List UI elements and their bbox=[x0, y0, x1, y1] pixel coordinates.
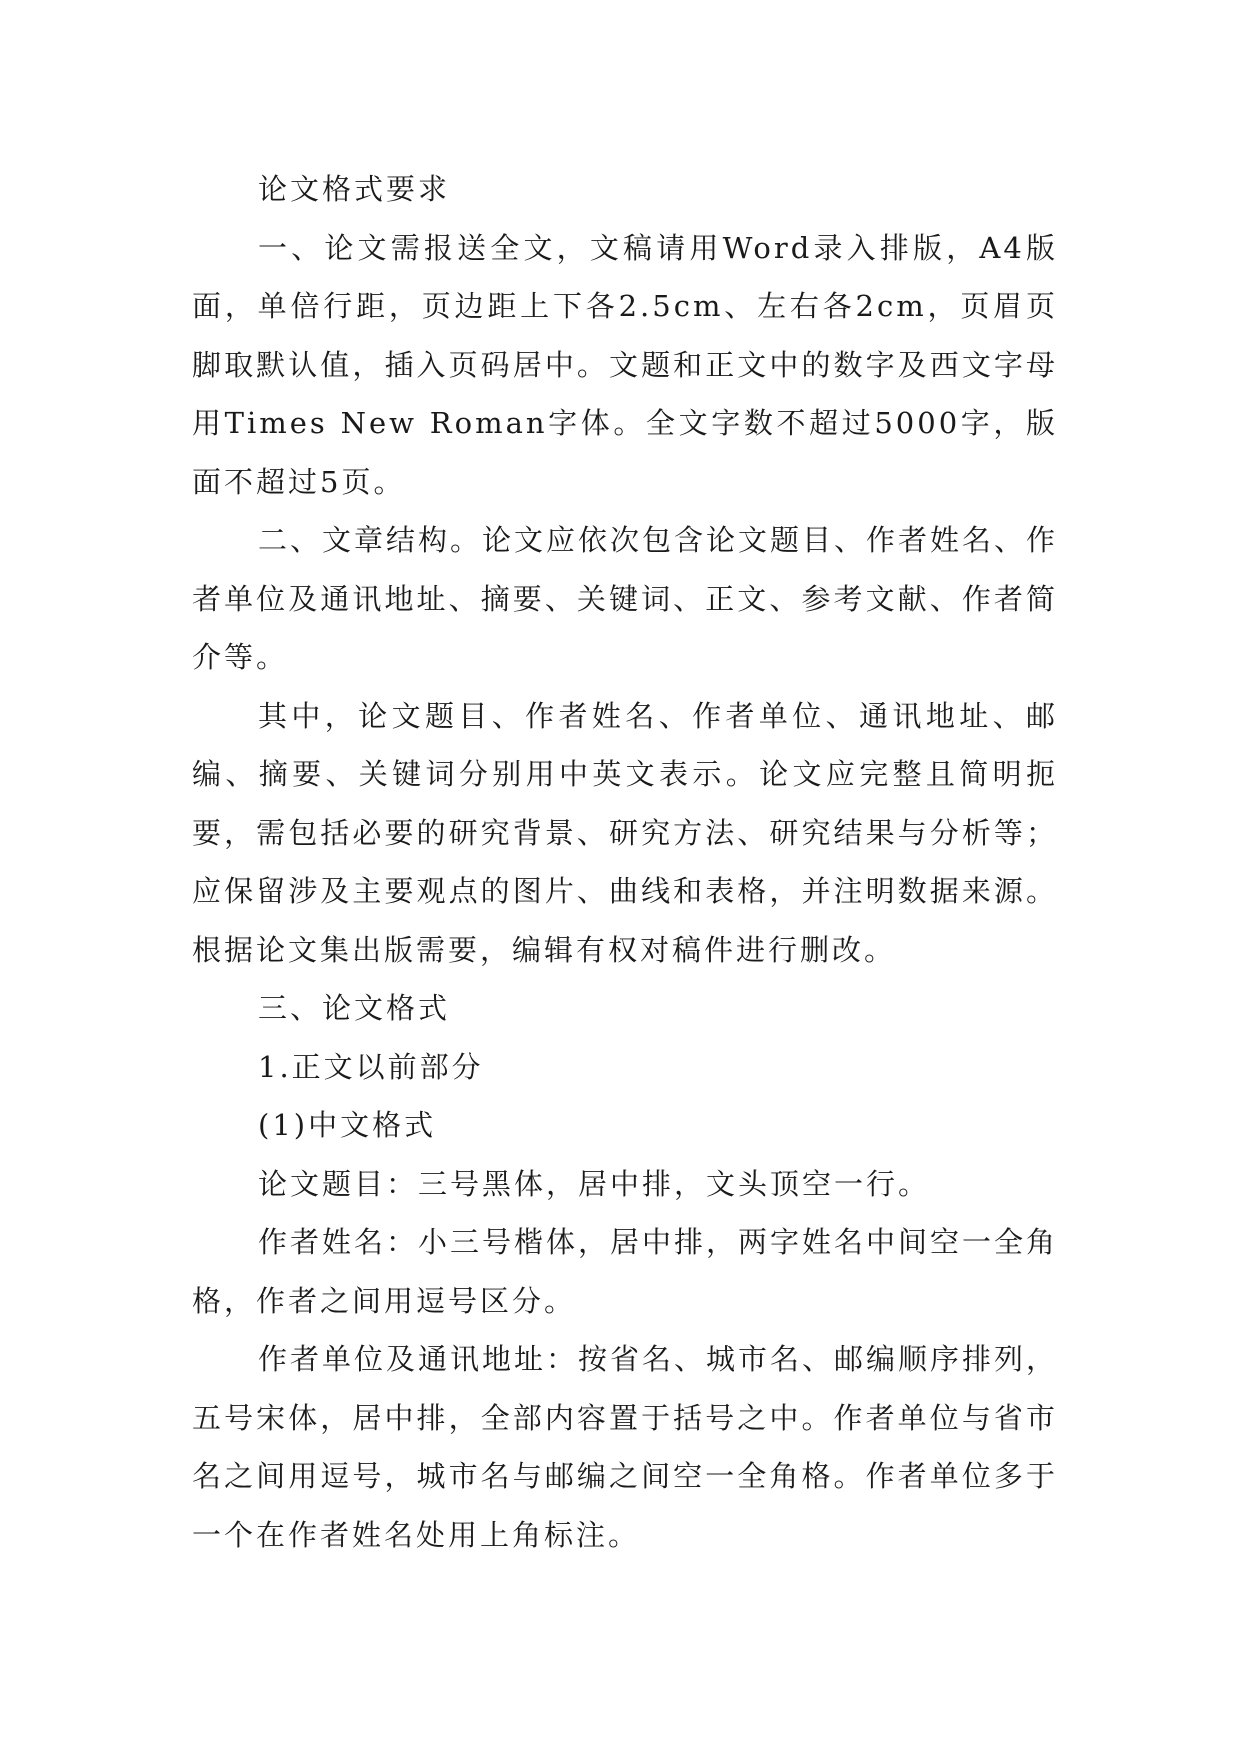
paragraph-article-structure: 二、文章结构。论文应依次包含论文题目、作者姓名、作者单位及通讯地址、摘要、关键词、正文、参考文献、作者简介等。 bbox=[192, 523, 1059, 674]
paragraph-author-name-format: 作者姓名：小三号楷体，居中排，两字姓名中间空一全角格，作者之间用逗号区分。 bbox=[192, 1225, 1059, 1318]
paragraph-author-affiliation-format: 作者单位及通讯地址：按省名、城市名、邮编顺序排列，五号宋体，居中排，全部内容置于括号之中。作者单位与省市名之间用逗号，城市名与邮编之间空一全角格。作者单位多于一个在作者姓名处用上角标注。 bbox=[192, 1342, 1059, 1552]
paragraph-paper-title-format: 论文题目：三号黑体，居中排，文头顶空一行。 bbox=[258, 1166, 931, 1201]
paragraph-format-overview: 一、论文需报送全文，文稿请用Word录入排版，A4版面，单倍行距，页边距上下各2.5cm、左右各2cm，页眉页脚取默认值，插入页码居中。文题和正文中的数字及西文字母用Times New Roman字体。全文字数不超过5000字，版面不超过5页。 bbox=[192, 230, 1058, 499]
document-body bbox=[192, 160, 1058, 1564]
paragraph-bilingual-requirements: 其中，论文题目、作者姓名、作者单位、通讯地址、邮编、摘要、关键词分别用中英文表示。论文应完整且简明扼要，需包括必要的研究背景、研究方法、研究结果与分析等；应保留涉及主要观点的图片、曲线和表格，并注明数据来源。根据论文集出版需要，编辑有权对稿件进行删改。 bbox=[192, 698, 1058, 967]
subsection-heading-chinese-format: (1)中文格式 bbox=[258, 1108, 437, 1142]
document-title: 论文格式要求 bbox=[258, 172, 451, 206]
subsection-heading-front-matter: 1.正文以前部分 bbox=[258, 1049, 484, 1084]
section-heading-paper-format: 三、论文格式 bbox=[258, 991, 451, 1025]
